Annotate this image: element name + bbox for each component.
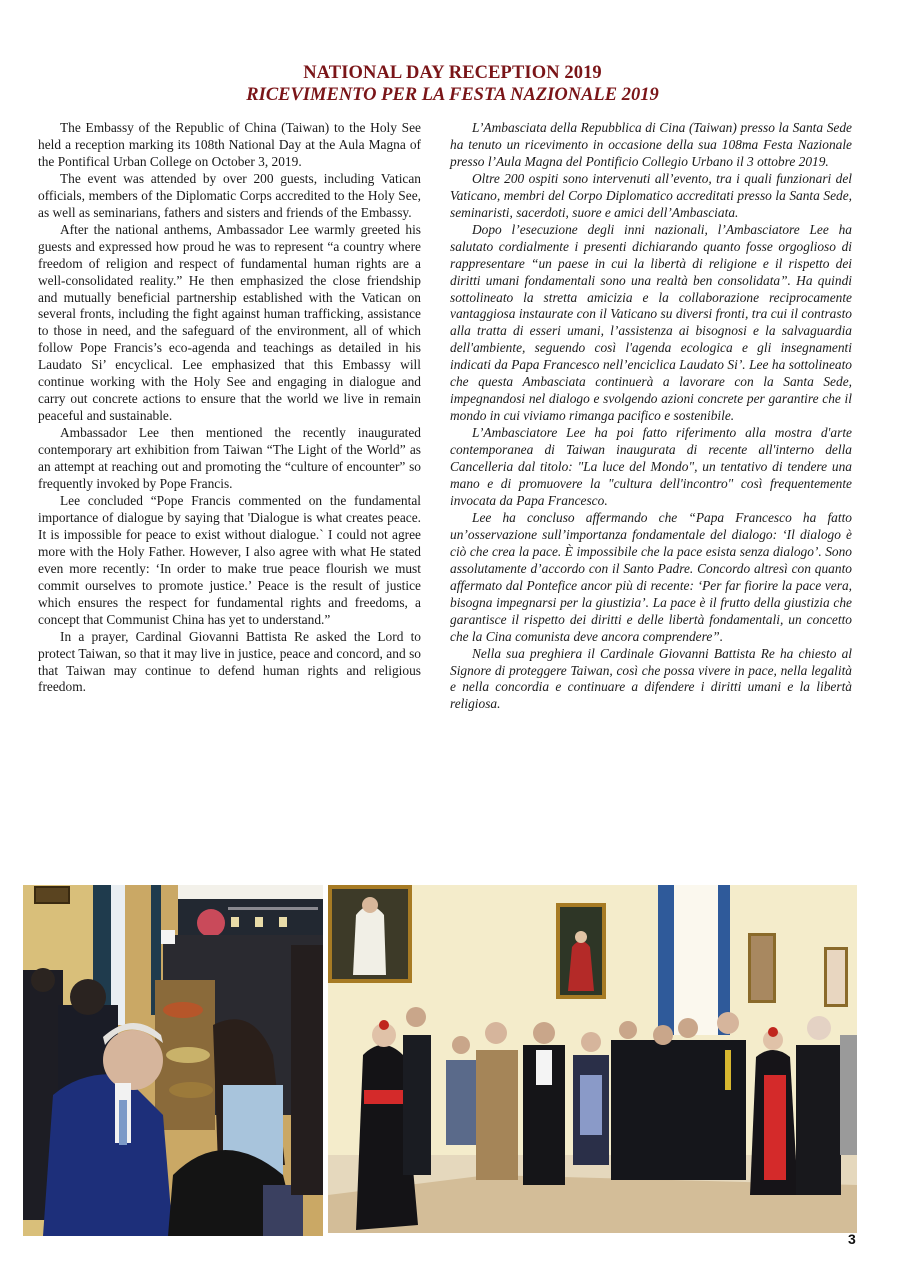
title-italian: RICEVIMENTO PER LA FESTA NAZIONALE 2019	[246, 85, 659, 105]
paragraph: L’Ambasciata della Repubblica di Cina (Taiwan) presso la Santa Sede ha tenuto un ricevimento in occasione della sua 108ma Festa Nazionale presso l’Aula Magna del Pontificio Collegio Urbano il 3 ottobre 2019.	[450, 120, 852, 169]
paragraph: Nella sua preghiera il Cardinale Giovanni Battista Re ha chiesto al Signore di proteggere Taiwan, così che possa vivere in pace, nella legalità e nella concordia e continuare a difendere i diritti umani e la libertà religiosa.	[450, 645, 852, 712]
paragraph: Lee ha concluso affermando che “Papa Francesco ha fatto un’osservazione sull’importanza fondamentale del dialogo: ‘Il dialogo è ciò che crea la pace. È impossibile che la pace esista senza dialogo’. Sono assolutamente d’accordo con il Santo Padre. Concordo altresì con quanto affermato dal Pontefice ancor più di recente: ‘Per far fiorire la pace vera, bisogna impegnarsi per la giustizia’. La pace è il frutto della giustizia che garantisce il rispetto dei diritti e delle libertà fondamentali, un concetto che la Cina comunista deve ancora comprendere”.	[450, 509, 852, 644]
group-scene-illustration	[328, 885, 857, 1233]
photo-group-aula-magna	[328, 885, 857, 1233]
title-english: NATIONAL DAY RECEPTION 2019	[303, 63, 602, 83]
page-number: 3	[848, 1231, 856, 1247]
paragraph: The Embassy of the Republic of China (Taiwan) to the Holy See held a reception marking its 108th National Day at the Aula Magna of the Pontifical Urban College on October 3, 2019.	[38, 120, 421, 169]
article-italian-column	[450, 120, 852, 713]
paragraph: Dopo l’esecuzione degli inni nazionali, l’Ambasciatore Lee ha salutato cordialmente i presenti dichiarando quanto fosse orgoglioso di rappresentare “un paese in cui la libertà di religione e il rispetto dei diritti umani fondamentali sono una realtà ben consolidata”. Ha quindi sottolineato la stretta amicizia e la collaborazione reciprocamente vantaggiosa instaurate con il Vaticano su diversi fronti, tra cui il contrasto alla tratta di esseri umani, l’assistenza ai bisognosi e la salvaguardia dell'ambiente, seguendo così l'agenda ecologica e gli insegnamenti indicati da Papa Francesco nell’enciclica Laudato Si’. Lee ha sottolineato che questa Ambasciata continuerà a lavorare con la Santa Sede, impegnandosi nel dialogo e svolgendo azioni concrete per garantire che il mondo in cui viviamo rimanga pacifico e sostenibile.	[450, 221, 852, 424]
buffet-scene-illustration	[23, 885, 323, 1236]
paragraph: Ambassador Lee then mentioned the recently inaugurated contemporary art exhibition from Taiwan “The Light of the World” as an attempt at reaching out and promoting the “culture of encounter” so frequently invoked by Pope Francis.	[38, 425, 421, 492]
paragraph: Lee concluded “Pope Francis commented on the fundamental importance of dialogue by saying that 'Dialogue is what creates peace. It is impossible for peace to exist without dialogue.` I could not agree more with the Holy Father. However, I also agree with what He stated even more recently: ‘In order to make true peace flourish we must commit ourselves to promote justice.’ Peace is the result of justice which ensures the respect for fundamental rights and freedoms, a concept that Communist China has yet to understand.”	[38, 492, 421, 627]
paragraph: Oltre 200 ospiti sono intervenuti all’evento, tra i quali funzionari del Vaticano, membri del Corpo Diplomatico accreditati presso la Santa Sede, seminaristi, sacerdoti, suore e amici dell’Ambasciata.	[450, 170, 852, 220]
paragraph: After the national anthems, Ambassador Lee warmly greeted his guests and expressed how proud he was to represent “a country where freedom of religion and respect of fundamental human rights are a well-consolidated reality.” He then emphasized the close friendship and mutually beneficial partnership established with the Vatican on several fronts, including the fight against human trafficking, assistance to those in need, and the safeguard of the environment, all of which follow Pope Francis’s eco-agenda and teachings as detailed in his Laudato Si’ encyclical. Lee emphasized that this Embassy will continue working with the Holy See and engaging in dialogue and carry out concrete actions to ensure that the world we live in remain peaceful and sustainable.	[38, 221, 421, 424]
article-english-column	[38, 120, 421, 696]
paragraph: L’Ambasciatore Lee ha poi fatto riferimento alla mostra d'arte contemporanea di Taiwan inaugurata di recente all'interno della Cancelleria dal titolo: "La luce del Mondo", un tentativo di tendere una mano e di promuovere la "cultura dell'incontro" così frequentemente invocata da Papa Francesco.	[450, 425, 852, 508]
photo-buffet-reception	[23, 885, 323, 1236]
paragraph: The event was attended by over 200 guests, including Vatican officials, members of the Diplomatic Corps accredited to the Holy See, as well as seminarians, fathers and sisters and friends of the Embassy.	[38, 170, 421, 220]
paragraph: In a prayer, Cardinal Giovanni Battista Re asked the Lord to protect Taiwan, so that it may live in justice, peace and concord, and so that Taiwan may continue to defend human rights and religious freedom.	[38, 628, 421, 695]
